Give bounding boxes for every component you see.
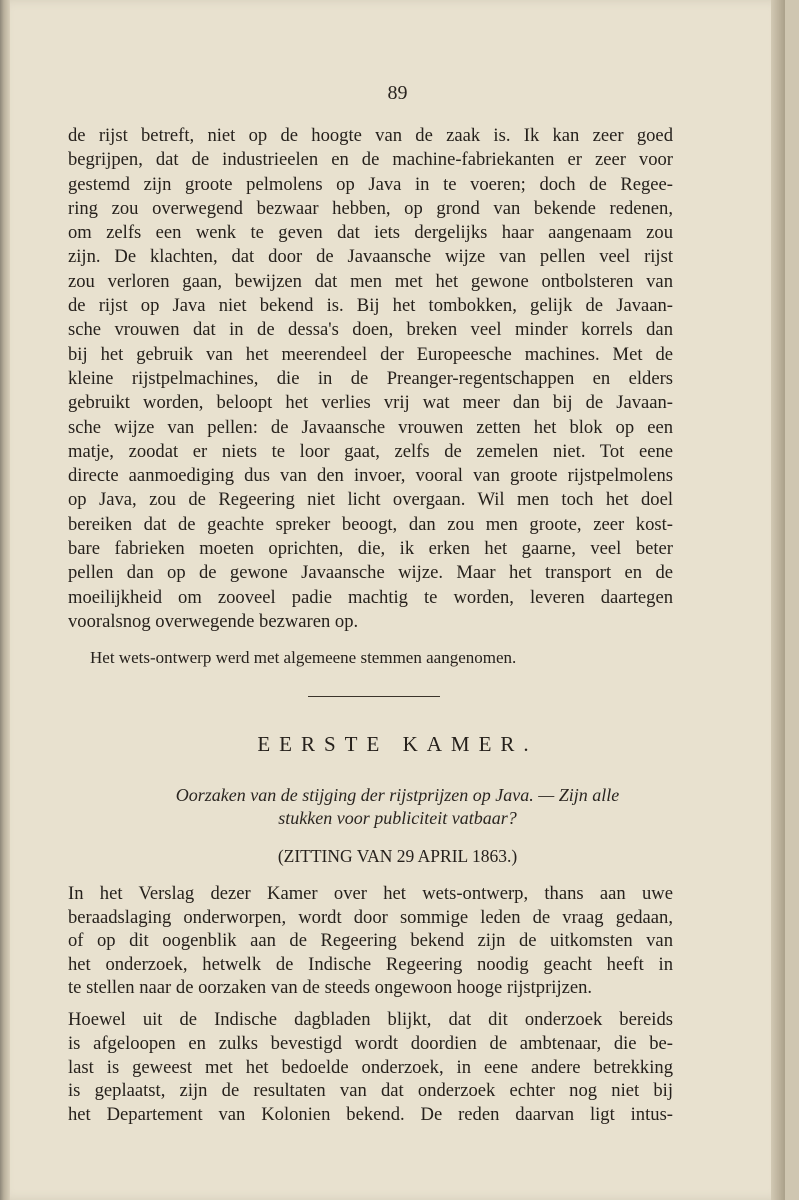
text-line: te stellen naar de oorzaken van de steeds ongewoon hooge rijstprijzen.: [68, 977, 593, 999]
book-binding-edge: [0, 0, 10, 1200]
text-line: op Java, zou de Regeering niet licht overgaan. Wil men toch het doel: [68, 489, 673, 511]
text-line: beraadslaging onderworpen, wordt door sommige leden de vraag gedaan,: [68, 906, 673, 928]
text-line: de rijst betreft, niet op de hoogte van de zaak is. Ik kan zeer goed: [68, 125, 673, 146]
text-line: bij het gebruik van het meerendeel der Europeesche machines. Met de: [68, 343, 673, 365]
page-edge-shadow: [771, 0, 785, 1200]
text-line: het Departement van Kolonien bekend. De reden daarvan ligt intus-: [68, 1104, 673, 1126]
text-line: zijn. De klachten, dat door de Javaansche wijze van pellen veel rijst: [68, 246, 673, 268]
text-line: sche vrouwen dat in de dessa's doen, breken veel minder korrels dan: [68, 319, 673, 341]
text-line: moeilijkheid om zooveel padie machtig te worden, leveren daartegen: [68, 586, 673, 608]
text-line: matje, zoodat er niets te loor gaat, zelfs de zemelen niet. Tot eene: [68, 440, 673, 462]
text-line: pellen dan op de gewone Javaansche wijze. Maar het transport en de: [68, 562, 673, 584]
section-divider: [308, 696, 440, 697]
chamber-heading: EERSTE KAMER.: [257, 732, 538, 756]
text-line: is geplaatst, zijn de resultaten van dat onderzoek echter nog niet bij: [68, 1080, 673, 1102]
text-line: bare fabrieken moeten oprichten, die, ik erken het gaarne, veel beter: [68, 538, 673, 560]
page-number: 89: [387, 82, 408, 104]
text-line: om zelfs een wenk te geven dat iets dergelijks haar aangenaam zou: [68, 222, 673, 244]
text-line: gebruikt worden, beloopt het verlies vrij wat meer dan bij de Javaan-: [68, 392, 673, 414]
text-line: sche wijze van pellen: de Javaansche vrouwen zetten het blok op een: [68, 416, 673, 438]
text-line: het onderzoek, hetwelk de Indische Regeering noodig geacht heeft in: [68, 953, 673, 975]
text-line: last is geweest met het bedoelde onderzoek, in eene andere betrekking: [68, 1056, 673, 1078]
text-line: of op dit oogenblik aan de Regeering bekend zijn de uitkomsten van: [68, 930, 673, 952]
section-subtitle: [10, 784, 785, 830]
book-page: [10, 0, 785, 1200]
subtitle-line: stukken voor publiciteit vatbaar?: [278, 808, 517, 828]
session-date: (ZITTING VAN 29 APRIL 1863.): [277, 846, 518, 866]
text-line: bereiken dat de geachte spreker beoogt, dan zou men groote, zeer kost-: [68, 513, 673, 535]
paragraph-vote-result: Het wets-ontwerp werd met algemeene stemmen aangenomen.: [90, 648, 517, 667]
text-line: Hoewel uit de Indische dagbladen blijkt, dat dit onderzoek bereids: [68, 1009, 673, 1030]
text-line: is afgeloopen en zulks bevestigd wordt doordien de ambtenaar, die be-: [68, 1032, 673, 1054]
text-line: vooralsnog overwegende bezwaren op.: [68, 610, 359, 632]
text-line: directe aanmoediging dus van den invoer, vooral van groote rijstpelmolens: [68, 465, 673, 487]
paragraph-investigation: [68, 1008, 673, 1127]
text-line: ring zou overwegend bezwaar hebben, op grond van bekende redenen,: [68, 197, 673, 219]
text-line: In het Verslag dezer Kamer over het wets-ontwerp, thans aan uwe: [68, 883, 673, 904]
paragraph-report-question: [68, 882, 673, 1000]
text-line: kleine rijstpelmachines, die in de Preanger-regentschappen en elders: [68, 367, 673, 389]
text-line: de rijst op Java niet bekend is. Bij het tombokken, gelijk de Javaan-: [68, 295, 673, 317]
subtitle-line: Oorzaken van de stijging der rijstprijzen op Java. — Zijn alle: [175, 785, 620, 805]
paragraph-rice-hulling: [68, 124, 673, 634]
text-line: begrijpen, dat de industrieelen en de machine-fabriekanten er zeer voor: [68, 149, 673, 171]
text-line: gestemd zijn groote pelmolens op Java in te voeren; doch de Regee-: [68, 173, 673, 195]
text-line: zou verloren gaan, bewijzen dat men met het gewone ontbolsteren van: [68, 270, 673, 292]
